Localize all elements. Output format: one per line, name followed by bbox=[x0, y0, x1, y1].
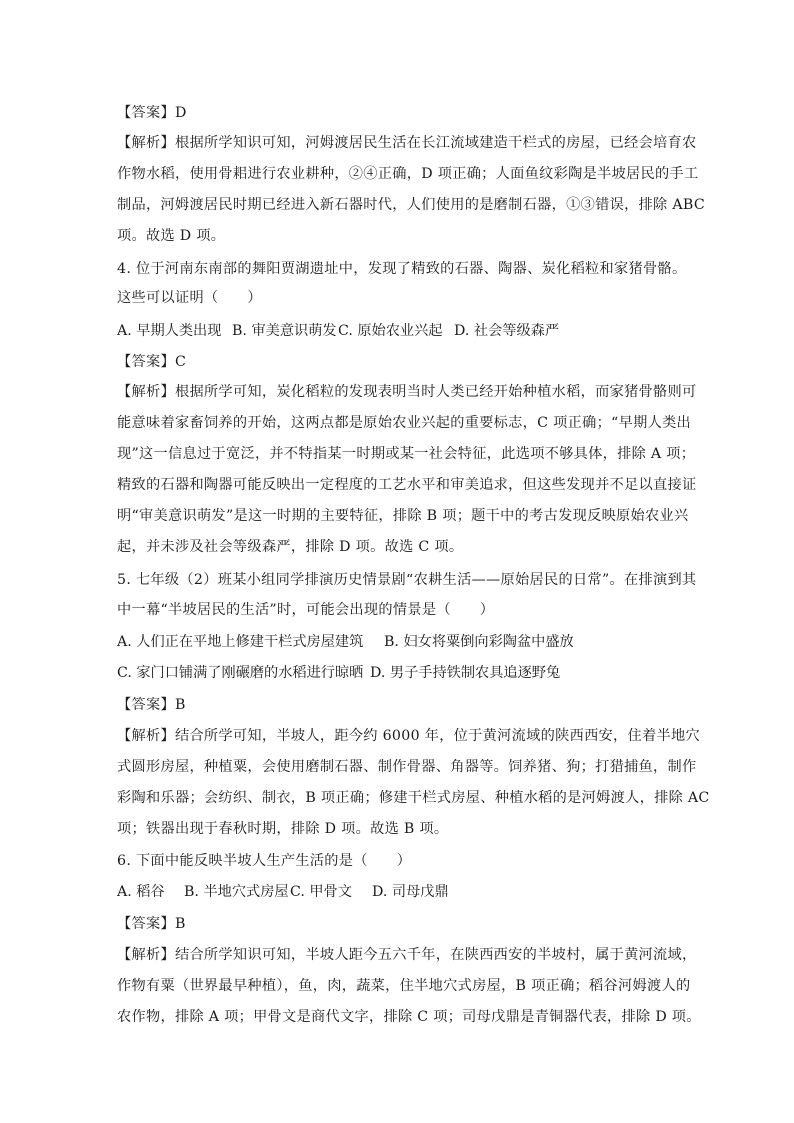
q5-answer: 【答案】B bbox=[117, 697, 186, 713]
q6-option-a: A. 稻谷 bbox=[117, 884, 165, 900]
q3-answer: 【答案】D bbox=[117, 105, 187, 121]
q4-analysis-line-6: 起，并未涉及社会等级森严，排除 D 项。故选 C 项。 bbox=[117, 539, 464, 555]
q4-analysis-line-4: 精致的石器和陶器可能反映出一定程度的工艺水平和审美追求，但这些发现并不足以直接证 bbox=[117, 477, 697, 493]
q5-analysis-line-2: 式圆形房屋，种植粟，会使用磨制石器、制作骨器、角器等。饲养猪、狗；打猎捕鱼，制作 bbox=[117, 759, 697, 775]
q3-analysis-line-3: 制品，河姆渡居民时期已经进入新石器时代，人们使用的是磨制石器，①③错误，排除 ABC bbox=[117, 197, 706, 213]
q4-analysis-line-2: 能意味着家畜饲养的开始，这两点都是原始农业兴起的重要标志，C 项正确；“早期人类出 bbox=[117, 415, 692, 431]
q6-analysis-line-2: 作物有粟（世界最早种植），鱼，肉，蔬菜，住半地穴式房屋，B 项正确；稻谷河姆渡人的 bbox=[117, 978, 691, 994]
q6-option-c: C. 甲骨文 bbox=[290, 884, 352, 900]
q6-answer: 【答案】B bbox=[117, 916, 186, 932]
q3-analysis-line-4: 项。故选 D 项。 bbox=[117, 228, 226, 244]
q5-option-c: C. 家门口铺满了刚碾磨的水稻进行晾晒 bbox=[117, 665, 364, 681]
q4-answer: 【答案】C bbox=[117, 354, 187, 370]
q5-analysis-line-3: 彩陶和乐器；会纺织、制衣，B 项正确；修建干栏式房屋、种植水稻的是河姆渡人，排除 AC bbox=[117, 790, 710, 806]
q3-analysis-line-1: 【解析】根据所学知识可知，河姆渡居民生活在长江流域建造干栏式的房屋，已经会培育农 bbox=[117, 135, 697, 151]
q5-stem-line-2: 中一幕“半坡居民的生活”时，可能会出现的情景是（ ） bbox=[117, 602, 495, 618]
q5-analysis-line-4: 项；铁器出现于春秋时期，排除 D 项。故选 B 项。 bbox=[117, 821, 449, 837]
q6-option-b: B. 半地穴式房屋 bbox=[184, 884, 289, 900]
q4-analysis-line-3: 现”这一信息过于宽泛，并不特指某一时期或某一社会特征，此选项不够具体，排除 A 项； bbox=[117, 446, 696, 462]
q5-option-b: B. 妇女将粟倒向彩陶盆中盛放 bbox=[384, 634, 574, 650]
q6-stem: 6. 下面中能反映半坡人生产生活的是（ ） bbox=[117, 853, 412, 869]
q6-analysis-line-3: 农作物，排除 A 项；甲骨文是商代文字，排除 C 项；司母戊鼎是青铜器代表，排除 D 项。 bbox=[117, 1009, 701, 1025]
q4-option-a: A. 早期人类出现 bbox=[117, 323, 222, 339]
q4-analysis-line-1: 【解析】根据所学可知，炭化稻粒的发现表明当时人类已经开始种植水稻，而家猪骨骼则可 bbox=[117, 384, 697, 400]
q6-option-d: D. 司母戊鼎 bbox=[372, 884, 449, 900]
q5-option-d: D. 男子手持铁制农具追逐野兔 bbox=[370, 665, 561, 681]
q5-analysis-line-1: 【解析】结合所学可知，半坡人，距今约 6000 年，位于黄河流域的陕西西安，住着半地穴 bbox=[117, 728, 700, 744]
q6-analysis-line-1: 【解析】结合所学知识可知，半坡人距今五六千年，在陕西西安的半坡村，属于黄河流域， bbox=[117, 947, 697, 963]
q5-stem-line-1: 5. 七年级（2）班某小组同学排演历史情景剧“农耕生活——原始居民的日常”。在排演到其 bbox=[117, 572, 697, 588]
q4-option-c: C. 原始农业兴起 bbox=[338, 323, 443, 339]
q5-option-a: A. 人们正在平地上修建干栏式房屋建筑 bbox=[117, 634, 364, 650]
q4-analysis-line-5: 明“审美意识萌发”是这一时期的主要特征，排除 B 项；题干中的考古发现反映原始农业兴 bbox=[117, 508, 689, 524]
q4-stem-line-2: 这些可以证明（ ） bbox=[117, 290, 262, 306]
q3-analysis-line-2: 作物水稻，使用骨耜进行农业耕种，②④正确，D 项正确；人面鱼纹彩陶是半坡居民的手工 bbox=[117, 166, 699, 182]
q4-stem-line-1: 4. 位于河南东南部的舞阳贾湖遗址中，发现了精致的石器、陶器、炭化稻粒和家猪骨骼。 bbox=[117, 261, 687, 277]
q4-option-d: D. 社会等级森严 bbox=[454, 323, 560, 339]
q4-option-b: B. 审美意识萌发 bbox=[232, 323, 337, 339]
